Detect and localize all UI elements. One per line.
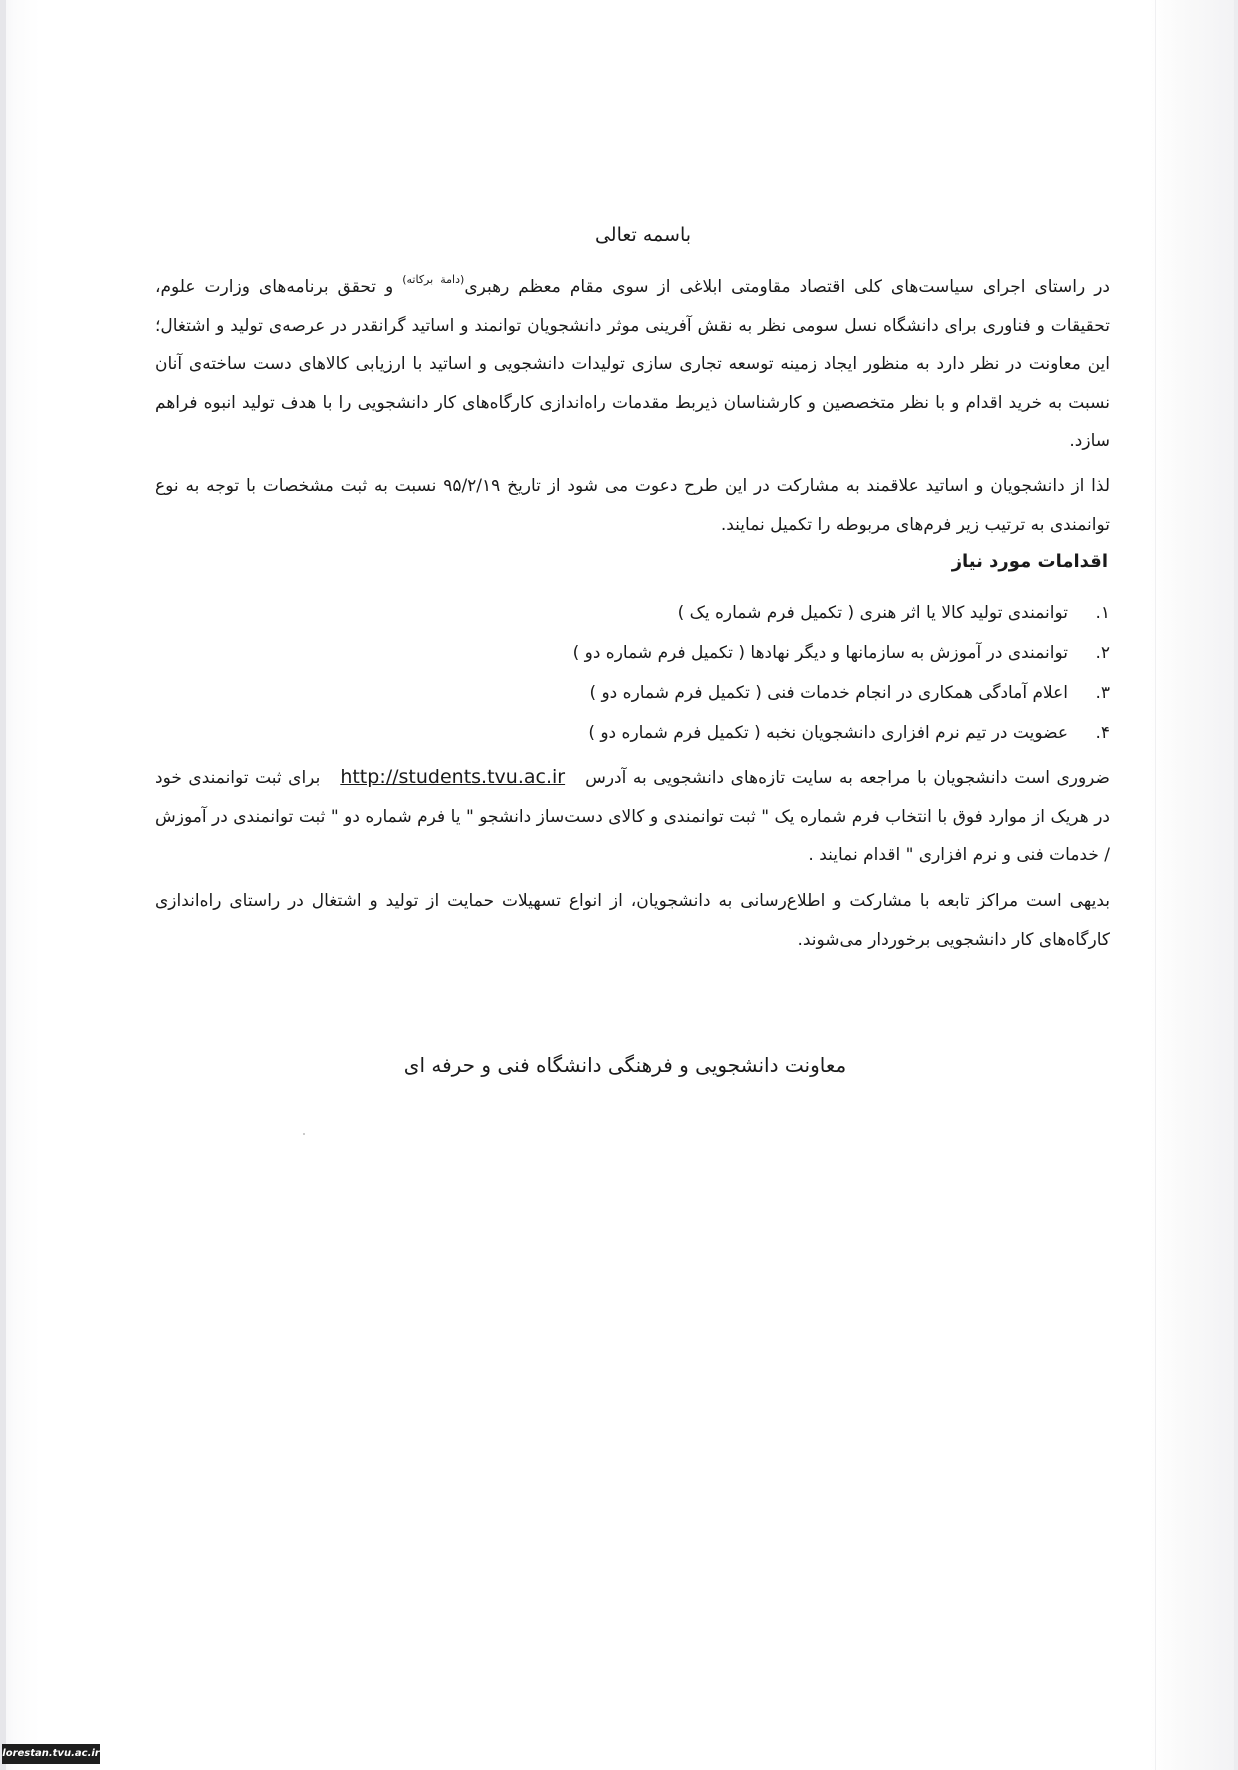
honorific-superscript: (دامة برکاته) <box>402 273 465 286</box>
list-item-text: عضویت در تیم نرم افزاری دانشجویان نخبه ( تکمیل فرم شماره دو ) <box>588 723 1068 743</box>
scan-speck <box>303 1133 305 1135</box>
list-item-number: ۱. <box>1095 603 1110 623</box>
list-item <box>573 633 1110 673</box>
watermark-badge: lorestan.tvu.ac.ir <box>2 1744 100 1764</box>
signature-text: معاونت دانشجویی و فرهنگی دانشگاه فنی و حرفه ای <box>403 1053 847 1077</box>
paragraph-intro <box>155 261 1110 461</box>
scan-edge-line <box>1155 0 1156 1770</box>
paragraph-invitation-text: لذا از دانشجویان و اساتید علاقمند به مشارکت در این طرح دعوت می شود از تاریخ ۹۵/۲/۱۹ نسبت به ثبت مشخصات با توجه به نوع توانمندی به ترتیب زیر فرم‌های مربوطه را تکمیل نمایند. <box>155 476 1110 535</box>
list-item-number: ۲. <box>1095 643 1110 663</box>
document-heading <box>0 224 1238 246</box>
requirements-title: اقدامات مورد نیاز <box>951 551 1108 572</box>
paragraph-intro-part2: و تحقق برنامه‌های وزارت علوم، تحقیقات و فناوری برای دانشگاه نسل سومی نظر به نقش آفرینی موثر دانشجویان توانمند و اساتید گرانقدر در عرصه‌ی تولید و اشتغال؛ این معاونت در نظر دارد به منظور ایجاد زمینه توسعه تجاری سازی تولیدات دانشجویی و اساتید با ارزیابی کالاهای دست ساخته‌ی آنان نسبت به خرید اقدام و با نظر متخصصین و کارشناسان ذیربط مقدمات راه‌اندازی کارگاه‌های کار دانشجویی را با هدف تولید انبوه فراهم سازد. <box>155 277 1110 451</box>
list-item-number: ۳. <box>1095 683 1110 703</box>
list-item-text: توانمندی در آموزش به سازمانها و دیگر نهادها ( تکمیل فرم شماره دو ) <box>572 643 1068 663</box>
list-item <box>573 673 1110 713</box>
students-site-link[interactable]: http://students.tvu.ac.ir <box>340 766 566 788</box>
scan-edge-right <box>1234 0 1238 1770</box>
paragraph-registration-part1: ضروری است دانشجویان با مراجعه به سایت تازه‌های دانشجویی به آدرس <box>585 768 1110 788</box>
requirements-list <box>573 593 1110 753</box>
paragraph-support <box>155 882 1110 959</box>
heading-text: باسمه تعالی <box>594 224 692 246</box>
paragraph-registration <box>155 758 1110 875</box>
paragraph-registration-part2: برای ثبت توانمندی خود در هریک از موارد فوق با انتخاب فرم شماره یک " ثبت توانمندی و کالای دست‌ساز دانشجو " یا فرم شماره دو " ثبت توانمندی در آموزش / خدمات فنی و نرم افزاری " اقدام نمایند . <box>155 768 1110 865</box>
signature-block <box>0 1053 1238 1077</box>
paragraph-invitation <box>155 467 1110 544</box>
list-item <box>573 713 1110 753</box>
paragraph-support-text: بدیهی است مراکز تابعه با مشارکت و اطلاع‌رسانی به دانشجویان، از انواع تسهیلات حمایت از تولید و اشتغال در راستای راه‌اندازی کارگاه‌های کار دانشجویی برخوردار می‌شوند. <box>155 891 1110 950</box>
list-item-number: ۴. <box>1095 723 1110 743</box>
paragraph-intro-part1: در راستای اجرای سیاست‌های کلی اقتصاد مقاومتی ابلاغی از سوی مقام معظم رهبری <box>464 277 1110 297</box>
list-item <box>573 593 1110 633</box>
scan-edge-left <box>0 0 6 1770</box>
list-item-text: توانمندی تولید کالا یا اثر هنری ( تکمیل فرم شماره یک ) <box>677 603 1068 623</box>
list-item-text: اعلام آمادگی همکاری در انجام خدمات فنی ( تکمیل فرم شماره دو ) <box>589 683 1068 703</box>
